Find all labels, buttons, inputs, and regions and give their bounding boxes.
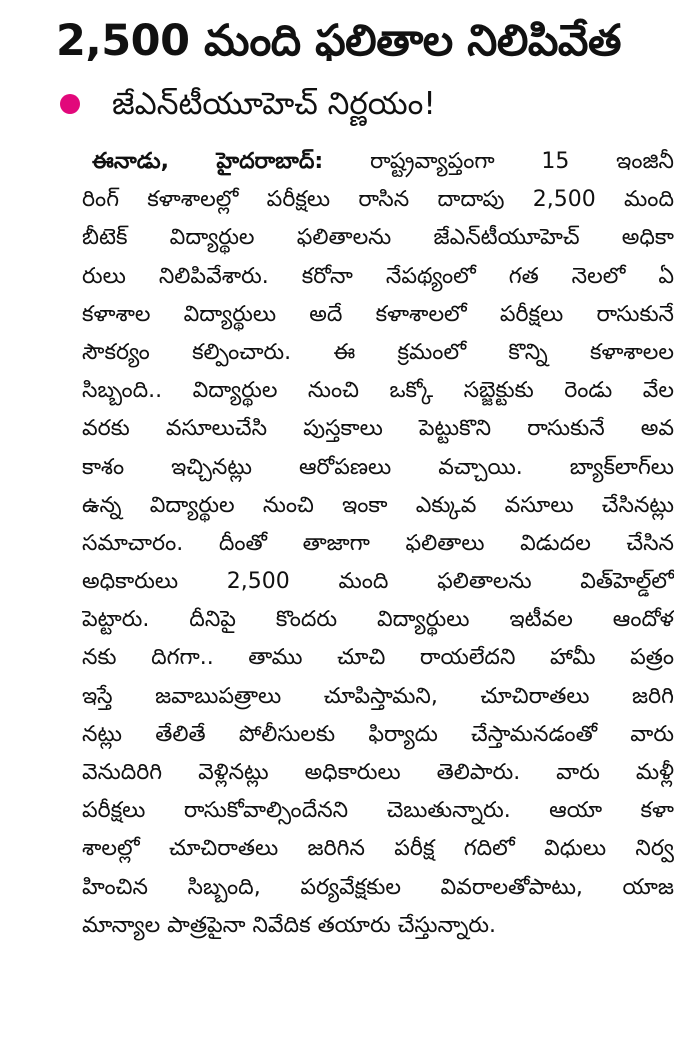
- article-line: సమాచారం. దీంతో తాజాగా ఫలితాలు విడుదల చేసిన: [82, 530, 674, 556]
- article-line: ఉన్న విద్యార్థుల నుంచి ఇంకా ఎక్కువ వసూలు చేసినట్లు: [82, 492, 674, 518]
- subheadline-row: [60, 80, 436, 128]
- article-line: వెనుదిరిగి వెళ్లినట్లు అధికారులు తెలిపారు. వారు మళ్లీ: [82, 760, 674, 785]
- article-line: సౌకర్యం కల్పించారు. ఈ క్రమంలో కొన్ని కళాశాలల: [82, 339, 674, 365]
- article-line: రింగ్ కళాశాలల్లో పరీక్షలు రాసిన దాదాపు 2,500 మంది: [82, 187, 674, 213]
- article-line: బీటెక్ విద్యార్థుల ఫలితాలను జేఎన్‌టీయూహెచ్ అధికా: [82, 225, 674, 251]
- article-line: పెట్టారు. దీనిపై కొందరు విద్యార్థులు ఇటీవల ఆందోళ: [82, 607, 674, 633]
- article-line: పరీక్షలు రాసుకోవాల్సిందేనని చెబుతున్నారు. ఆయా కళా: [82, 798, 674, 824]
- article-line: కళాశాల విద్యార్థులు అదే కళాశాలలో పరీక్షలు రాసుకునే: [82, 301, 674, 327]
- article-line: నకు దిగగా.. తాము చూచి రాయలేదని హామీ పత్రం: [82, 645, 674, 671]
- headline: 2,500 మంది ఫలితాల నిలిపివేత: [56, 16, 621, 66]
- article-lines: [82, 181, 674, 945]
- article-line: నట్లు తేలితే పోలీసులకు ఫిర్యాదు చేస్తామనడంతో వారు: [82, 721, 674, 747]
- article-line: ఇస్తే జవాబుపత్రాలు చూపిస్తామని, చూచిరాతలు జరిగి: [82, 683, 674, 709]
- article-line-text: రాష్ట్రవ్యాప్తంగా 15 ఇంజినీ: [369, 149, 674, 174]
- bullet-icon: [60, 94, 80, 114]
- article-body: [82, 143, 674, 945]
- article-line: [92, 143, 674, 181]
- subheadline: జేఎన్‌టీయూహెచ్ నిర్ణయం!: [112, 86, 436, 122]
- article-line: వరకు వసూలుచేసి పుస్తకాలు పెట్టుకొని రాసుకునే అవ: [82, 416, 674, 442]
- article-line: మాన్యాల పాత్రపైనా నివేదిక తయారు చేస్తున్నారు.: [82, 912, 497, 938]
- article-line: కాశం ఇచ్చినట్లు ఆరోపణలు వచ్చాయి. బ్యాక్‌లాగ్‌లు: [82, 454, 674, 480]
- article-line: సిబ్బంది.. విద్యార్థుల నుంచి ఒక్కో సబ్జెక్టుకు రెండు వేల: [82, 378, 674, 404]
- article-line: హించిన సిబ్బంది, పర్యవేక్షకుల వివరాలతోపాటు, యాజ: [82, 874, 674, 900]
- article-line: శాలల్లో చూచిరాతలు జరిగిన పరీక్ష గదిలో విధులు నిర్వ: [82, 836, 674, 862]
- article-line: అధికారులు 2,500 మంది ఫలితాలను విత్‌హెల్డ్‌లో: [82, 569, 674, 595]
- article-line: రులు నిలిపివేశారు. కరోనా నేపథ్యంలో గత నెలలో ఏ: [82, 263, 674, 289]
- dateline: ఈనాడు, హైదరాబాద్:: [92, 149, 324, 174]
